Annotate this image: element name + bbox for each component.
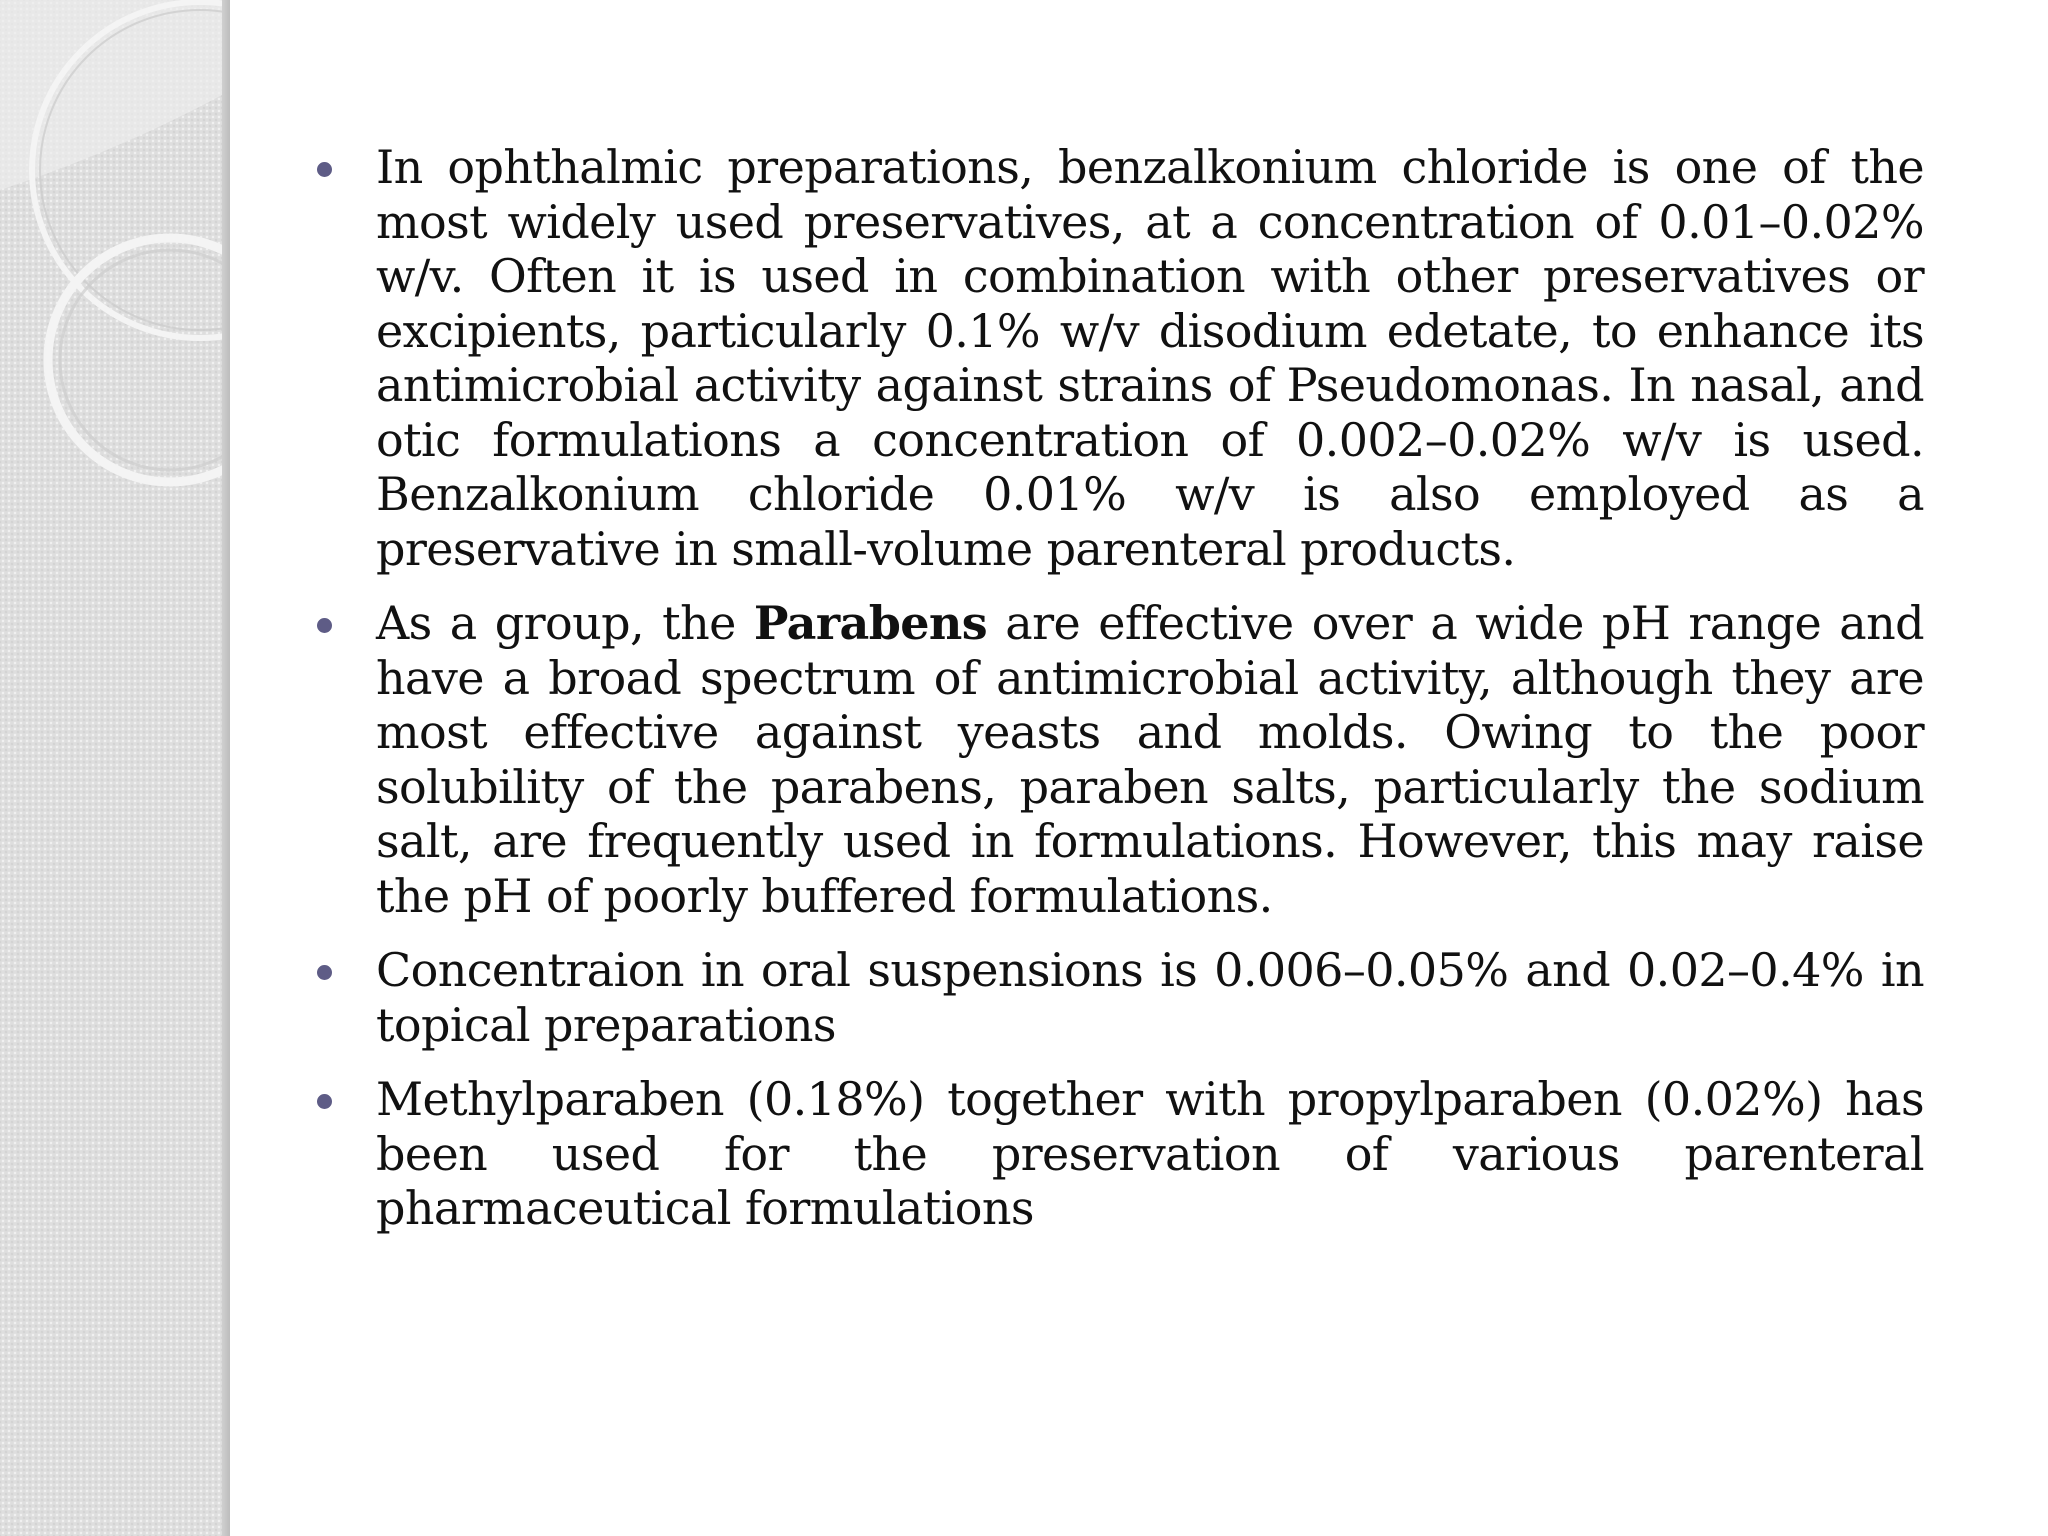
decorative-rings-graphic — [0, 0, 230, 1536]
bullet-text: Methylparaben (0.18%) together with propylparaben (0.02%) has been used for the preservation of various parenteral pharmaceutical formulations — [376, 1072, 1924, 1235]
decorative-ring-small — [48, 238, 230, 482]
bullet-text-before: As a group, the — [376, 596, 754, 650]
bullet-concentration — [316, 943, 1924, 1052]
bullet-parabens — [316, 596, 1924, 923]
side-panel-edge — [222, 0, 230, 1536]
bullet-bold-term: Parabens — [753, 596, 988, 650]
bullet-benzalkonium — [316, 140, 1924, 576]
decorative-side-panel — [0, 0, 230, 1536]
bullet-methylparaben — [316, 1072, 1924, 1236]
bullet-text-after: are effective over a wide pH range and have a broad spectrum of antimicrobial activity, although they are most effective against yeasts and molds. Owing to the poor solubility of the parabens, paraben salts, particularly the sodium salt, are frequently used in formulations. However, this may raise the pH of poorly buffered formulations. — [376, 596, 1924, 923]
bullet-text: In ophthalmic preparations, benzalkonium chloride is one of the most widely used preservatives, at a concentration of 0.01–0.02% w/v. Often it is used in combination with other preservatives or excipients, particularly 0.1% w/v disodium edetate, to enhance its antimicrobial activity against strains of Pseudomonas. In nasal, and otic formulations a concentration of 0.002–0.02% w/v is used. Benzalkonium chloride 0.01% w/v is also employed as a preservative in small-volume parenteral products. — [376, 140, 1924, 576]
bullet-dot-icon — [317, 965, 332, 980]
bullet-list — [316, 140, 1924, 1236]
bullet-dot-icon — [317, 162, 332, 177]
bullet-dot-icon — [317, 1094, 332, 1109]
slide-body — [316, 140, 1924, 1256]
bullet-text: Concentraion in oral suspensions is 0.006–0.05% and 0.02–0.4% in topical preparations — [376, 943, 1924, 1052]
bullet-dot-icon — [317, 618, 332, 633]
